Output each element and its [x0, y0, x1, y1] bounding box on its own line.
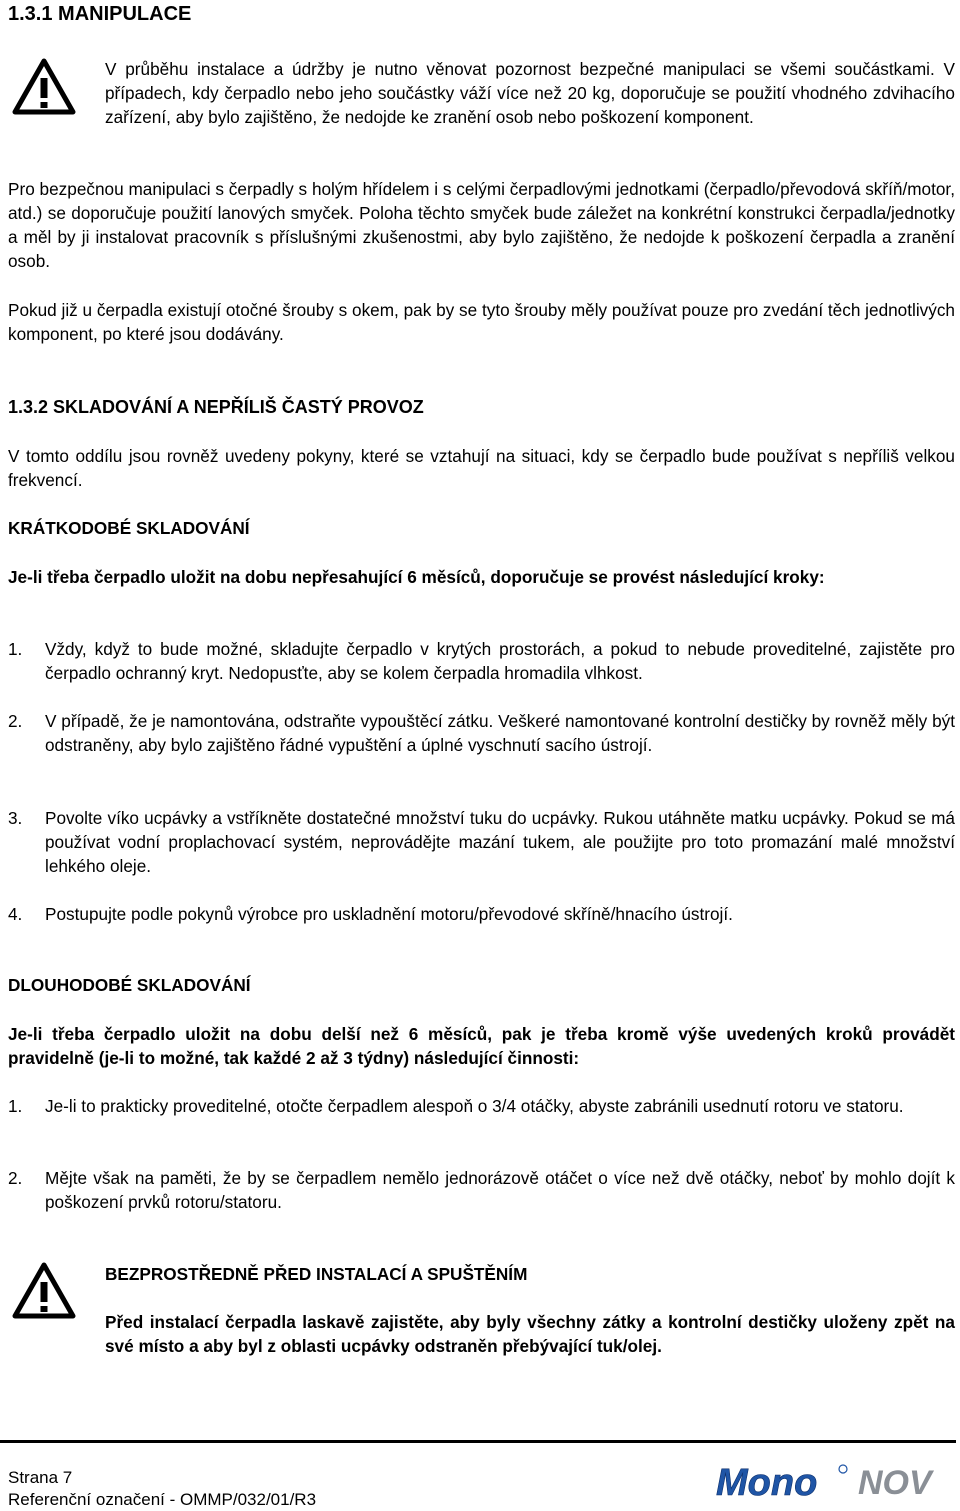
list-item-text: Povolte víko ucpávky a vstříkněte dostatečné množství tuku do ucpávky. Rukou utáhněte matku ucpávky. Pokud se má používat vodní proplachovací systém, neprovádějte mazání tukem, ale použijte pro toto promazání malé množství lehkého oleje. [45, 808, 955, 876]
list-item [8, 1166, 955, 1214]
paragraph-storage-intro: V tomto oddílu jsou rovněž uvedeny pokyny, které se vztahují na situaci, kdy se čerpadlo bude používat s nepříliš velkou frekvencí. [8, 446, 955, 490]
footer-divider [0, 1440, 956, 1443]
mono-nov-logo [716, 1461, 950, 1507]
paragraph-lifting-slings: Pro bezpečnou manipulaci s čerpadly s holým hřídelem i s celými čerpadlovými jednotkami (čerpadlo/převodová skříň/motor, atd.) se doporučuje použití lanových smyček. Poloha těchto smyček bude záležet na konkrétní konstrukci čerpadla/jednotky a měl by ji instalovat pracovník s příslušnými zkušenostmi, aby bylo zajištěno, že nedojde k poškození čerpadla a zranění osob. [8, 179, 955, 271]
list-item [8, 1094, 955, 1118]
list-item [8, 902, 955, 926]
short-term-lead: Je-li třeba čerpadlo uložit na dobu nepřesahující 6 měsíců, doporučuje se provést následující kroky: [8, 567, 825, 587]
warning-triangle-icon [12, 1262, 76, 1326]
list-item-number: 2. [8, 1168, 23, 1188]
heading-short-term-storage: KRÁTKODOBÉ SKLADOVÁNÍ [8, 518, 250, 538]
list-item-number: 4. [8, 904, 23, 924]
paragraph-eye-bolts: Pokud již u čerpadla existují otočné šrouby s okem, pak by se tyto šrouby měly používat pouze pro zvedání těch jednotlivých komponent, po které jsou dodávány. [8, 300, 955, 344]
list-item-text: Mějte však na paměti, že by se čerpadlem nemělo jednorázově otáčet o více než dvě otáčky, neboť by mohlo dojít k poškození prvků rotoru/statoru. [45, 1168, 955, 1212]
list-item-number: 3. [8, 808, 23, 828]
heading-before-installation: BEZPROSTŘEDNĚ PŘED INSTALACÍ A SPUŠTĚNÍM [105, 1264, 528, 1284]
list-item-number: 1. [8, 639, 23, 659]
list-item [8, 637, 955, 685]
warning-paragraph: V průběhu instalace a údržby je nutno věnovat pozornost bezpečné manipulaci se všemi součástkami. V případech, kdy čerpadlo nebo jeho součástky váží více než 20 kg, doporučuje se použití vhodného zdvihacího zařízení, aby bylo zajištěno, že nedojde ke zranění osob nebo poškození komponent. [105, 59, 955, 127]
list-item-text: Vždy, když to bude možné, skladujte čerpadlo v krytých prostorách, a pokud to nebude proveditelné, zajistěte pro čerpadlo ochranný kryt. Nedopusťte, aby se kolem čerpadla hromadila vlhkost. [45, 639, 955, 683]
list-item-text: Je-li to prakticky proveditelné, otočte čerpadlem alespoň o 3/4 otáčky, abyste zabránili usednutí rotoru ve statoru. [45, 1096, 904, 1116]
paragraph-before-installation: Před instalací čerpadla laskavě zajistěte, aby byly všechny zátky a kontrolní destičky uloženy zpět na své místo a aby byl z oblasti ucpávky odstraněn přebývající tuk/olej. [105, 1312, 955, 1356]
list-item-number: 1. [8, 1096, 23, 1116]
list-item-text: Postupujte podle pokynů výrobce pro uskladnění motoru/převodové skříně/hnacího ústrojí. [45, 904, 733, 924]
warning-triangle-icon [12, 58, 76, 122]
footer-reference: Referenční označení - OMMP/032/01/R3 [8, 1490, 317, 1509]
logo-nov-text: NOV [858, 1464, 932, 1501]
long-term-lead: Je-li třeba čerpadlo uložit na dobu delší než 6 měsíců, pak je třeba kromě výše uvedených kroků provádět pravidelně (je-li to možné, tak každé 2 až 3 týdny) následující činnosti: [8, 1024, 955, 1068]
list-item-number: 2. [8, 711, 23, 731]
logo-mono-text: Mono [716, 1462, 818, 1501]
section-title-skladovani: 1.3.2 SKLADOVÁNÍ A NEPŘÍLIŠ ČASTÝ PROVOZ [8, 397, 424, 417]
list-item [8, 709, 955, 757]
list-item [8, 806, 955, 878]
section-title-manipulace: 1.3.1 MANIPULACE [8, 3, 192, 25]
heading-long-term-storage: DLOUHODOBÉ SKLADOVÁNÍ [8, 975, 251, 995]
footer-page-number: Strana 7 [8, 1468, 73, 1487]
list-item-text: V případě, že je namontována, odstraňte vypouštěcí zátku. Veškeré namontované kontrolní destičky by rovněž měly být odstraněny, aby bylo zajištěno řádné vypuštění a úplné vyschnutí sacího ústrojí. [45, 711, 955, 755]
